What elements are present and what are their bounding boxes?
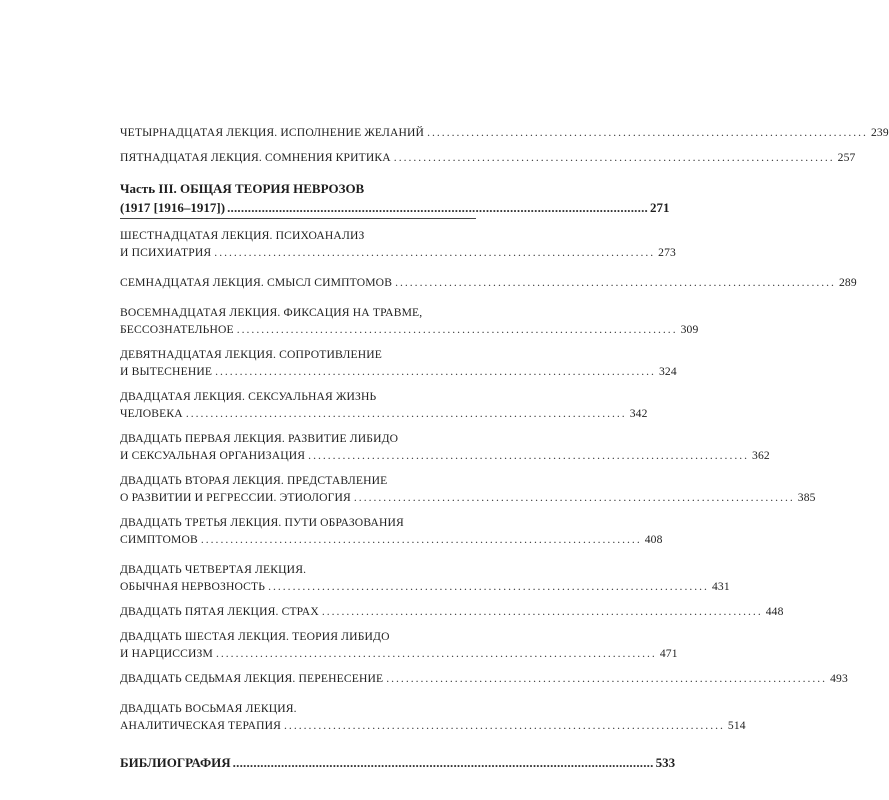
entry-title-line-2 — [120, 321, 699, 338]
page-number: 362 — [752, 449, 770, 462]
page-number: 471 — [659, 647, 678, 660]
dot-leader: .......................................................................................... — [215, 647, 657, 660]
page-number: 385 — [797, 491, 816, 504]
page-number: 289 — [838, 276, 857, 289]
entry-title-cont: БЕССОЗНАТЕЛЬНОЕ — [120, 323, 234, 336]
dot-leader: .......................................................................................... — [284, 719, 725, 732]
toc-entry-lecture-16 — [120, 227, 676, 261]
page-number: 448 — [765, 605, 784, 618]
entry-title-line-2 — [120, 717, 746, 734]
page-number: 257 — [837, 151, 856, 164]
dot-leader: .......................................................................................................................... — [232, 755, 654, 770]
page-number: 309 — [680, 323, 699, 336]
page-number: 431 — [711, 580, 730, 593]
entry-title-line-2 — [120, 447, 770, 464]
dot-leader: .......................................................................................... — [353, 491, 795, 504]
entry-title-cont: АНАЛИТИЧЕСКАЯ ТЕРАПИЯ — [120, 719, 282, 732]
entry-title: ДВАДЦАТЬ СЕДЬМАЯ ЛЕКЦИЯ. ПЕРЕНЕСЕНИЕ — [120, 672, 384, 685]
part-years: (1917 [1916–1917]) — [120, 200, 226, 215]
page-number: 273 — [658, 246, 676, 259]
page-number: 239 — [870, 126, 889, 139]
part-title-line-1: Часть III. ОБЩАЯ ТЕОРИЯ НЕВРОЗОВ — [120, 181, 365, 196]
toc-entry-lecture-24 — [120, 561, 730, 595]
toc-part-3-heading — [120, 179, 670, 219]
dot-leader: .......................................................................................... — [393, 151, 835, 164]
entry-title-line-2 — [120, 578, 730, 595]
dot-leader: .......................................................................................... — [395, 276, 836, 289]
dot-leader: .......................................................................................... — [236, 323, 678, 336]
entry-title-line-2 — [120, 244, 676, 261]
entry-title-line-1: ДВАДЦАТЬ ПЕРВАЯ ЛЕКЦИЯ. РАЗВИТИЕ ЛИБИДО — [120, 432, 399, 445]
entry-title-line-2 — [120, 363, 677, 380]
toc-entry-lecture-19 — [120, 346, 677, 380]
entry-title-line-1: ДВАДЦАТЬ ВОСЬМАЯ ЛЕКЦИЯ. — [120, 702, 297, 715]
dot-leader: .......................................................................................... — [308, 449, 750, 462]
entry-title: СЕМНАДЦАТАЯ ЛЕКЦИЯ. СМЫСЛ СИМПТОМОВ — [120, 276, 393, 289]
part-title-line-2 — [120, 198, 670, 217]
entry-title-line-2 — [120, 489, 816, 506]
entry-title-cont: О РАЗВИТИИ И РЕГРЕССИИ. ЭТИОЛОГИЯ — [120, 491, 351, 504]
toc-entry-lecture-20 — [120, 388, 648, 422]
entry-title-cont: И ВЫТЕСНЕНИЕ — [120, 365, 213, 378]
dot-leader: .......................................................................................... — [321, 605, 763, 618]
toc-entry-lecture-18 — [120, 304, 699, 338]
dot-leader: .......................................................................................... — [268, 580, 709, 593]
page-number: 342 — [629, 407, 648, 420]
page-number: 533 — [655, 755, 676, 770]
entry-title-cont: СИМПТОМОВ — [120, 533, 198, 546]
entry-title-cont: ОБЫЧНАЯ НЕРВОЗНОСТЬ — [120, 580, 266, 593]
entry-title-line-1: ДВАДЦАТЬ ТРЕТЬЯ ЛЕКЦИЯ. ПУТИ ОБРАЗОВАНИЯ — [120, 516, 404, 529]
entry-title-line-2 — [120, 645, 678, 662]
table-of-contents — [120, 124, 889, 772]
entry-title-cont: И НАРЦИССИЗМ — [120, 647, 213, 660]
toc-entry-lecture-27 — [120, 670, 848, 687]
dot-leader: .......................................................................................................................... — [227, 200, 648, 215]
entry-title-line-1: ШЕСТНАДЦАТАЯ ЛЕКЦИЯ. ПСИХОАНАЛИЗ — [120, 229, 365, 242]
entry-title-line-2 — [120, 405, 648, 422]
entry-title-cont: И СЕКСУАЛЬНАЯ ОРГАНИЗАЦИЯ — [120, 449, 306, 462]
page-number: 514 — [727, 719, 746, 732]
dot-leader: .......................................................................................... — [215, 365, 656, 378]
entry-title-line-2 — [120, 531, 663, 548]
section-rule — [120, 218, 476, 219]
entry-title: ЧЕТЫРНАДЦАТАЯ ЛЕКЦИЯ. ИСПОЛНЕНИЕ ЖЕЛАНИЙ — [120, 126, 425, 139]
dot-leader: .......................................................................................... — [214, 246, 656, 259]
toc-entry-lecture-23 — [120, 514, 663, 548]
toc-entry-lecture-14 — [120, 124, 889, 141]
entry-title-line-1: ДВАДЦАТАЯ ЛЕКЦИЯ. СЕКСУАЛЬНАЯ ЖИЗНЬ — [120, 390, 377, 403]
toc-entry-lecture-17 — [120, 274, 857, 291]
entry-title-line-1: ВОСЕМНАДЦАТАЯ ЛЕКЦИЯ. ФИКСАЦИЯ НА ТРАВМЕ, — [120, 306, 423, 319]
entry-title-line-1: ДВАДЦАТЬ ШЕСТАЯ ЛЕКЦИЯ. ТЕОРИЯ ЛИБИДО — [120, 630, 390, 643]
toc-entry-lecture-21 — [120, 430, 770, 464]
page-number: 493 — [830, 672, 848, 685]
entry-title: ПЯТНАДЦАТАЯ ЛЕКЦИЯ. СОМНЕНИЯ КРИТИКА — [120, 151, 391, 164]
dot-leader: .......................................................................................... — [427, 126, 868, 139]
page-number: 271 — [649, 200, 670, 215]
toc-entry-lecture-28 — [120, 700, 746, 734]
entry-title-cont: ЧЕЛОВЕКА — [120, 407, 183, 420]
toc-entry-lecture-22 — [120, 472, 816, 506]
toc-entry-lecture-15 — [120, 149, 856, 166]
toc-entry-bibliography — [120, 753, 676, 772]
entry-title-line-1: ДВАДЦАТЬ ЧЕТВЕРТАЯ ЛЕКЦИЯ. — [120, 563, 307, 576]
entry-title-line-1: ДВАДЦАТЬ ВТОРАЯ ЛЕКЦИЯ. ПРЕДСТАВЛЕНИЕ — [120, 474, 388, 487]
dot-leader: .......................................................................................... — [185, 407, 627, 420]
dot-leader: .......................................................................................... — [386, 672, 828, 685]
page-number: 324 — [658, 365, 677, 378]
page-number: 408 — [644, 533, 663, 546]
toc-entry-lecture-25 — [120, 603, 784, 620]
toc-entry-lecture-26 — [120, 628, 678, 662]
entry-title-cont: И ПСИХИАТРИЯ — [120, 246, 212, 259]
entry-title: БИБЛИОГРАФИЯ — [120, 755, 231, 770]
entry-title-line-1: ДЕВЯТНАДЦАТАЯ ЛЕКЦИЯ. СОПРОТИВЛЕНИЕ — [120, 348, 383, 361]
dot-leader: .......................................................................................... — [200, 533, 642, 546]
entry-title: ДВАДЦАТЬ ПЯТАЯ ЛЕКЦИЯ. СТРАХ — [120, 605, 319, 618]
